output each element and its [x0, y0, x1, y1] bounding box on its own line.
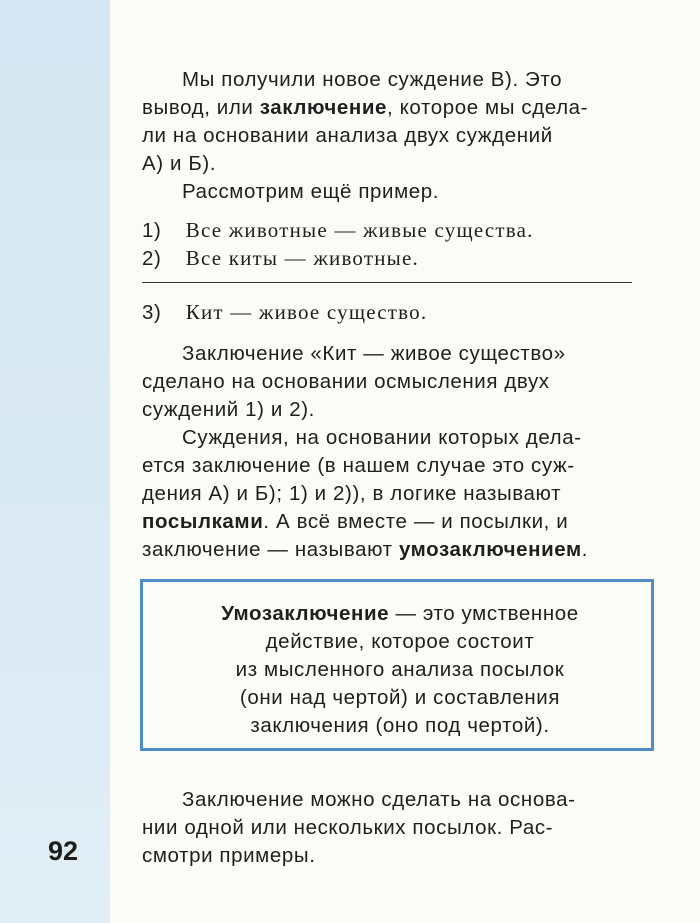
premise-number: 1) [142, 219, 162, 242]
intro-text: , которое мы сдела- [387, 96, 589, 119]
definition-line-2: действие, которое состоит [265, 630, 535, 653]
explanation-line-3: суждений 1) и 2). [142, 398, 315, 421]
premises-par-text: заключение — называют [142, 538, 399, 561]
term-inference: умозаключением [398, 538, 582, 561]
premise-text: Все животные — живые существа. [185, 218, 534, 242]
intro-line-1: Мы получили новое суждение В). Это [182, 68, 563, 91]
premises-par-line-1: Суждения, на основании которых дела- [182, 426, 582, 449]
conclusion-statement [142, 298, 427, 327]
definition-line-5: заключения (оно под чертой). [250, 714, 550, 737]
premise-1 [142, 216, 534, 245]
intro-line-2 [142, 94, 588, 122]
intro-line-3: ли на основании анализа двух суждений [142, 124, 553, 147]
premise-divider-line [142, 282, 632, 283]
premises-par-text: . [581, 538, 589, 561]
premises-par-text: . А всё вместе — и посылки, и [263, 510, 569, 533]
definition-line-4: (они над чертой) и составления [239, 686, 561, 709]
explanation-line-2: сделано на основании осмысления двух [142, 370, 550, 393]
definition-box [140, 579, 654, 751]
definition-line-3: из мысленного анализа посылок [235, 658, 565, 681]
intro-text: вывод, или [142, 96, 260, 119]
conclusion-number: 3) [142, 301, 162, 324]
premises-par-line-5 [142, 536, 588, 564]
closing-line-3: смотри примеры. [142, 844, 316, 867]
premises-par-line-2: ется заключение (в нашем случае это суж- [142, 454, 575, 477]
premises-par-line-4 [142, 508, 568, 536]
definition-text: — это умственное [389, 602, 579, 625]
definition-line-1 [143, 602, 657, 626]
explanation-line-1: Заключение «Кит — живое существо» [182, 342, 566, 365]
premise-number: 2) [142, 247, 162, 270]
premise-text: Все киты — животные. [185, 246, 419, 270]
term-premises: посылками [142, 510, 264, 533]
term-conclusion: заключение [259, 96, 388, 119]
page-number: 92 [48, 836, 79, 866]
premise-2 [142, 244, 419, 273]
definition-term: Умозаключение [221, 602, 390, 625]
closing-line-1: Заключение можно сделать на основа- [182, 788, 576, 811]
closing-line-2: нии одной или нескольких посылок. Рас- [142, 816, 554, 839]
example-intro: Рассмотрим ещё пример. [182, 180, 440, 203]
page-margin-strip [0, 0, 110, 923]
premises-par-line-3: дения А) и Б); 1) и 2)), в логике называют [142, 482, 562, 505]
conclusion-text: Кит — живое существо. [185, 300, 428, 324]
intro-line-4: А) и Б). [142, 152, 217, 175]
